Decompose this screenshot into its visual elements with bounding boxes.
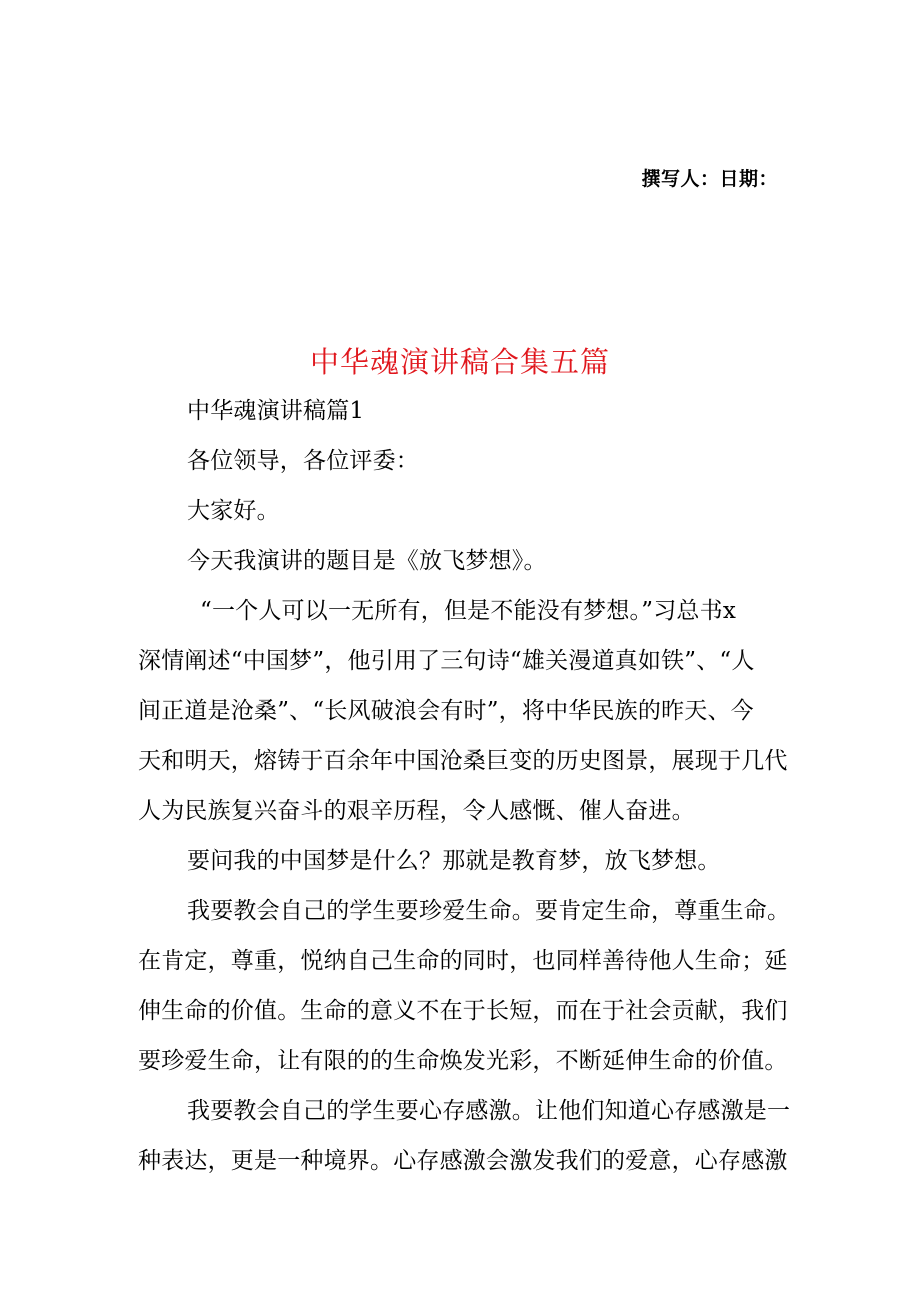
document-body <box>138 386 798 1186</box>
paragraph-line: 要珍爱生命，让有限的的生命焕发光彩，不断延伸生命的价值。 <box>138 1048 788 1074</box>
paragraph-line: 各位领导，各位评委： <box>187 448 419 474</box>
paragraph-line: 天和明天，熔铸于百余年中国沧桑巨变的历史图景，展现于几代 <box>138 748 788 774</box>
paragraph-line: 种表达，更是一种境界。心存感激会激发我们的爱意，心存感激 <box>138 1148 788 1174</box>
document-title: 中华魂演讲稿合集五篇 <box>309 345 610 379</box>
section-heading: 中华魂演讲稿篇1 <box>187 398 365 424</box>
paragraph-line: 在肯定，尊重，悦纳自己生命的同时，也同样善待他人生命；延 <box>138 948 788 974</box>
author-date-line: 撰写人：日期： <box>641 168 778 190</box>
paragraph-line: “一个人可以一无所有，但是不能没有梦想。”习总书x <box>200 598 736 624</box>
paragraph-line: 我要教会自己的学生要心存感激。让他们知道心存感激是一 <box>187 1098 791 1124</box>
paragraph-line: 今天我演讲的题目是《放飞梦想》。 <box>187 548 547 574</box>
paragraph-line: 要问我的中国梦是什么？那就是教育梦，放飞梦想。 <box>187 848 721 874</box>
paragraph-line: 伸生命的价值。生命的意义不在于长短，而在于社会贡献，我们 <box>138 998 788 1024</box>
paragraph-line: 人为民族复兴奋斗的艰辛历程，令人感慨、催人奋进。 <box>138 798 695 824</box>
paragraph-line: 深情阐述“中国梦”，他引用了三句诗“雄关漫道真如铁”、“人 <box>138 648 755 674</box>
paragraph-line: 我要教会自己的学生要珍爱生命。要肯定生命，尊重生命。 <box>187 898 791 924</box>
paragraph-line: 大家好。 <box>187 498 280 524</box>
paragraph-line: 间正道是沧桑”、“长风破浪会有时”，将中华民族的昨天、今 <box>138 698 754 724</box>
